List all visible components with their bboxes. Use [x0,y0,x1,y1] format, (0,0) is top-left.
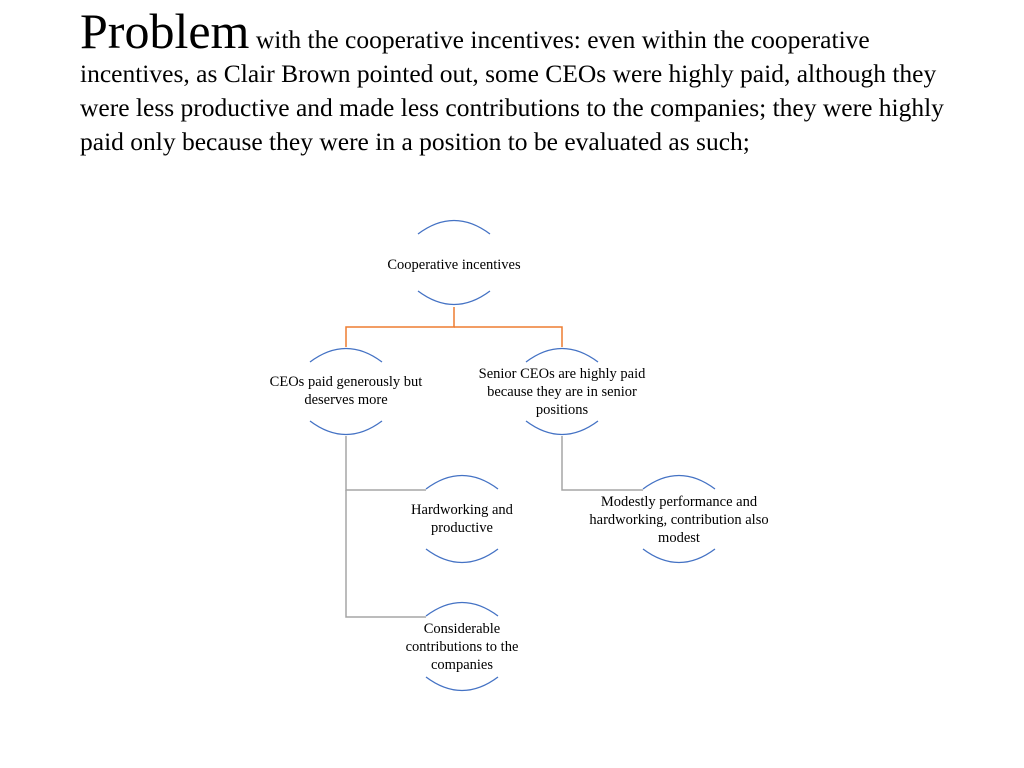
child-node-hardworking: Hardworking and productive [411,502,513,536]
branch-node-generous: CEOs paid generously but deserves more [269,374,423,408]
heading-keyword: Problem [80,3,250,59]
branch-node-senior: Senior CEOs are highly paid because they are in senior positions [478,366,646,418]
child1-node-arc-bottom [426,549,498,563]
child3-node-arc-top [643,476,715,490]
connector-branch2-child1 [562,436,643,490]
child1-node-arc-top [426,476,498,490]
child2-node-arc-bottom [426,677,498,691]
branch1-node-arc-bottom [310,421,382,435]
child-node-considerable: Considerable contributions to the companies [405,621,519,673]
branch1-node-arc-top [310,349,382,363]
child2-node-arc-top [426,603,498,617]
child-node-modestly: Modestly performance and hardworking, contribution also modest [589,494,769,546]
root-node-arc-top [418,221,490,235]
root-connector-left [346,307,454,347]
child3-node-arc-bottom [643,549,715,563]
branch2-node-arc-bottom [526,421,598,435]
root-connector-right [454,327,562,347]
heading-text: with the cooperative incentives: even within the cooperative incentives, as Clair Brown pointed out, some CEOs were highly paid, although they were less productive and made less contributions to the companies; they were highly paid only because they were in a position to be evaluated as such; [80,25,944,156]
root-connectors [346,307,562,347]
connector-branch1-child1 [346,436,426,490]
root-node: Cooperative incentives [387,257,521,273]
root-node-arc-bottom [418,291,490,305]
branch2-node-arc-top [526,349,598,363]
